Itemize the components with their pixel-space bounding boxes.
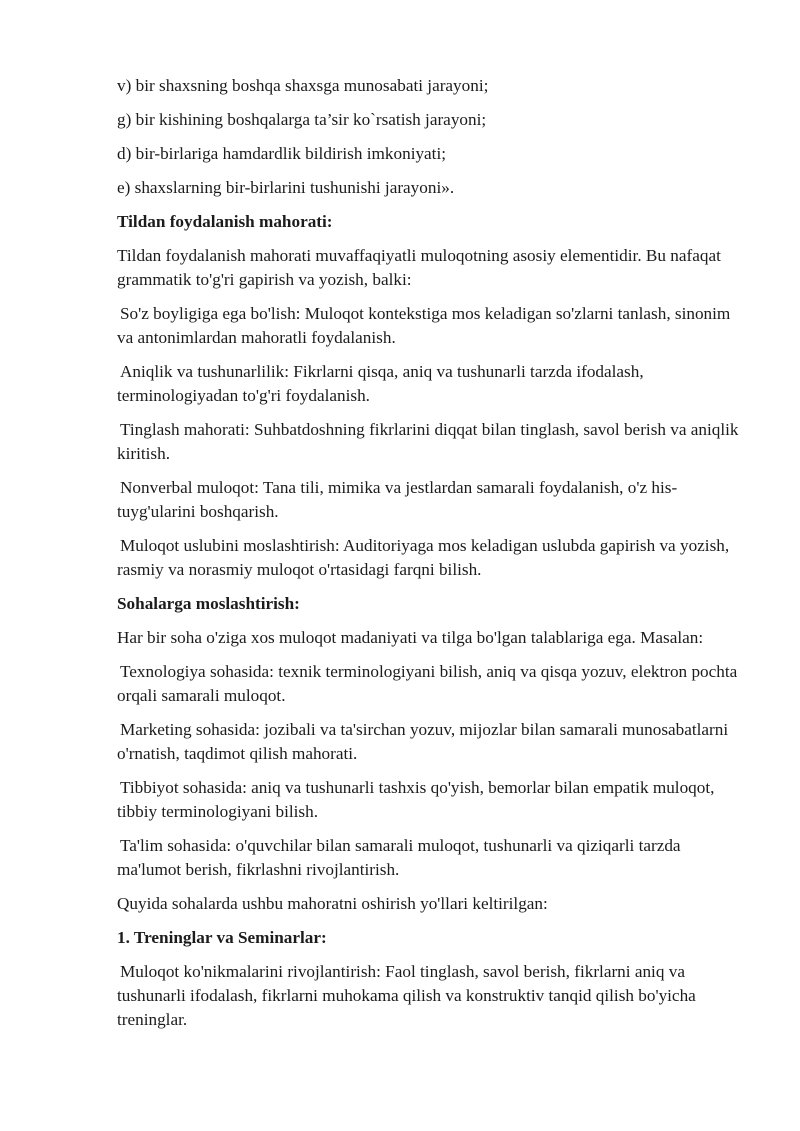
document-body (117, 74, 747, 1042)
section-heading: Sohalarga moslashtirish: (117, 594, 300, 613)
list-item: d) bir-birlariga hamdardlik bildirish imkoniyati; (117, 144, 447, 163)
paragraph: Ta'lim sohasida: o'quvchilar bilan samarali muloqot, tushunarli va qiziqarli tarzda ma'lumot berish, fikrlashni rivojlantirish. (117, 836, 681, 879)
section-heading: 1. Treninglar va Seminarlar: (117, 928, 327, 947)
section-outro: Quyida sohalarda ushbu mahoratni oshirish yo'llari keltirilgan: (117, 894, 548, 913)
section-intro: Har bir soha o'ziga xos muloqot madaniyati va tilga bo'lgan talablariga ega. Masalan: (117, 628, 704, 647)
paragraph: Aniqlik va tushunarlilik: Fikrlarni qisqa, aniq va tushunarli tarzda ifodalash, terminologiyadan to'g'ri foydalanish. (117, 362, 644, 405)
paragraph: Muloqot ko'nikmalarini rivojlantirish: Faol tinglash, savol berish, fikrlarni aniq va tushunarli ifodalash, fikrlarni muhokama qilish va konstruktiv tanqid qilish bo'yicha treninglar. (117, 962, 696, 1029)
paragraph: Texnologiya sohasida: texnik terminologiyani bilish, aniq va qisqa yozuv, elektron pochta orqali samarali muloqot. (117, 662, 738, 705)
paragraph: Tibbiyot sohasida: aniq va tushunarli tashxis qo'yish, bemorlar bilan empatik muloqot, tibbiy terminologiyani bilish. (117, 778, 715, 821)
paragraph: So'z boyligiga ega bo'lish: Muloqot kontekstiga mos keladigan so'zlarni tanlash, sinonim va antonimlardan mahoratli foydalanish. (117, 304, 731, 347)
list-item: e) shaxslarning bir-birlarini tushunishi jarayoni». (117, 178, 455, 197)
paragraph: Muloqot uslubini moslashtirish: Auditoriyaga mos keladigan uslubda gapirish va yozish, rasmiy va norasmiy muloqot o'rtasidagi farqni bilish. (117, 536, 730, 579)
paragraph: Nonverbal muloqot: Tana tili, mimika va jestlardan samarali foydalanish, o'z his-tuyg'ularini boshqarish. (117, 478, 678, 521)
section-heading: Tildan foydalanish mahorati: (117, 212, 333, 231)
list-item: v) bir shaxsning boshqa shaxsga munosabati jarayoni; (117, 76, 489, 95)
paragraph: Marketing sohasida: jozibali va ta'sirchan yozuv, mijozlar bilan samarali munosabatlarni o'rnatish, taqdimot qilish mahorati. (117, 720, 729, 763)
section-intro: Tildan foydalanish mahorati muvaffaqiyatli muloqotning asosiy elementidir. Bu nafaqat grammatik to'g'ri gapirish va yozish, balki: (117, 246, 721, 289)
paragraph: Tinglash mahorati: Suhbatdoshning fikrlarini diqqat bilan tinglash, savol berish va aniqlik kiritish. (117, 420, 739, 463)
list-item: g) bir kishining boshqalarga ta’sir ko`rsatish jarayoni; (117, 110, 487, 129)
